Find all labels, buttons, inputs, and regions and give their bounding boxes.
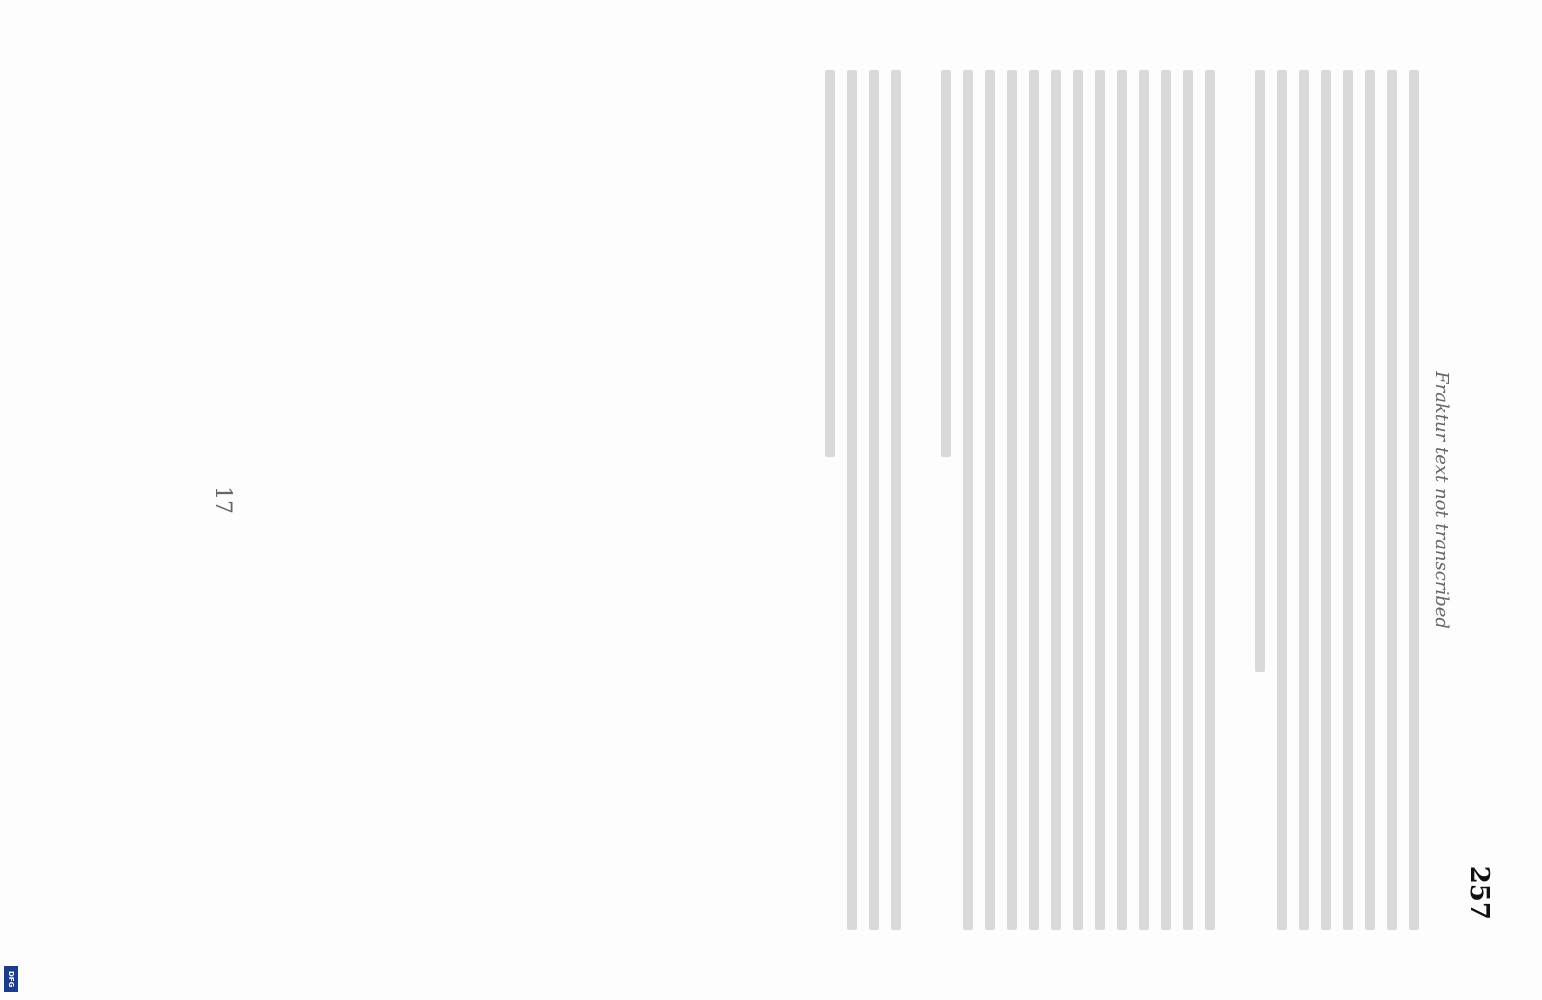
signature-mark: 17: [210, 486, 235, 514]
transcription-notice: Fraktur text not transcribed: [1431, 371, 1452, 629]
paragraph-placeholder: [1255, 70, 1419, 930]
page-header: [1464, 70, 1494, 920]
paragraph-placeholder: [825, 70, 901, 930]
page-number: 257: [1464, 865, 1494, 920]
funding-logo: DFG: [4, 966, 18, 992]
body-text: [785, 70, 1462, 930]
paragraph-placeholder: [941, 70, 1215, 930]
